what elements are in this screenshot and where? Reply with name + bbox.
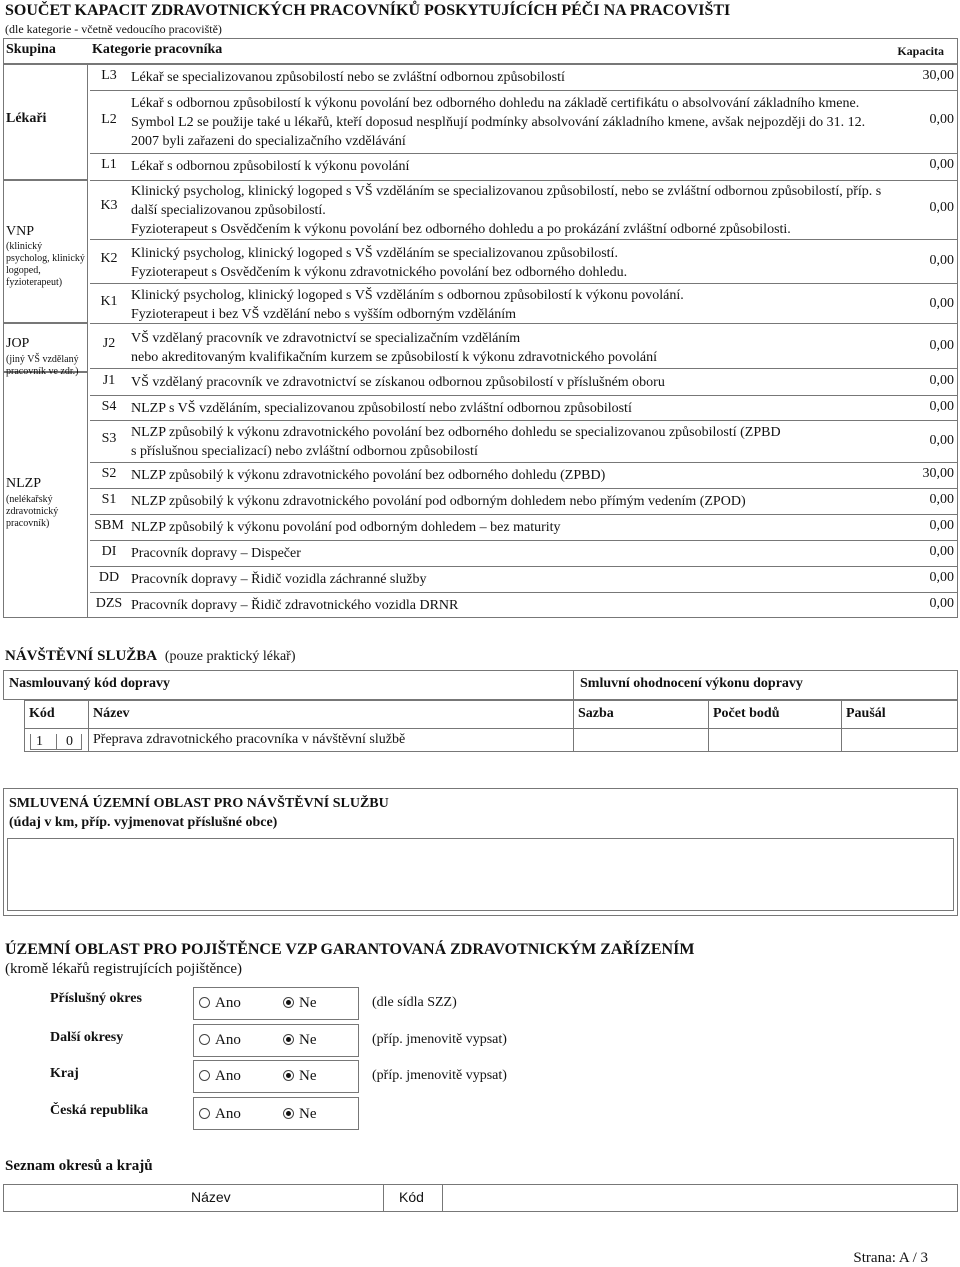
row-capacity: 0,00 <box>929 433 954 448</box>
page-title: SOUČET KAPACIT ZDRAVOTNICKÝCH PRACOVNÍKŮ POSKYTUJÍCÍCH PÉČI NA PRACOVIŠTI <box>5 2 731 19</box>
row-note: (dle sídla SZZ) <box>372 995 457 1010</box>
row-code: DD <box>98 570 120 585</box>
radio-ano[interactable]: Ano <box>199 1032 241 1049</box>
row-capacity: 0,00 <box>929 518 954 533</box>
row-desc: Pracovník dopravy – Řidič zdravotnického vozidla DRNR <box>131 598 459 613</box>
group-note-jop: (jiný VŠ vzdělaný pracovník ve zdr.) <box>6 354 79 377</box>
row-desc-2: Fyzioterapeut s Osvědčením k výkonu zdravotnického povolání bez odborného dohledu. <box>131 265 628 280</box>
row-desc-2: Fyzioterapeut s Osvědčením k výkonu povolání bez odborného dohledu a po prokázání zvláštní odborné způsobilosti. <box>131 222 791 237</box>
group-note-nlzp: (nelékařský zdravotnický pracovník) <box>6 494 59 529</box>
radio-selected-icon <box>283 1070 294 1081</box>
row-capacity: 0,00 <box>929 338 954 353</box>
visit-title: NÁVŠTĚVNÍ SLUŽBA <box>5 648 158 664</box>
list-col-name: Název <box>191 1189 231 1205</box>
area-title: SMLUVENÁ ÚZEMNÍ OBLAST PRO NÁVŠTĚVNÍ SLUŽBU <box>9 796 389 811</box>
row-label: Příslušný okres <box>50 991 142 1006</box>
group-label-lekari: Lékaři <box>6 111 47 126</box>
row-code: S4 <box>101 399 117 414</box>
radio-selected-icon <box>283 1108 294 1119</box>
row-desc: NLZP způsobilý k výkonu zdravotnického povolání pod odborným dohledem nebo přímým vedením (ZPOD) <box>131 494 746 509</box>
row-note: (příp. jmenovitě vypsat) <box>372 1068 507 1083</box>
row-code: DI <box>101 544 117 559</box>
radio-ne[interactable]: Ne <box>283 1106 317 1123</box>
col-kod: Kód <box>29 706 55 721</box>
row-desc: Klinický psycholog, klinický logoped s VŠ vzděláním se specializovanou způsobilostí. <box>131 246 618 261</box>
row-code: K3 <box>100 198 118 213</box>
row-capacity: 30,00 <box>922 466 954 481</box>
code-digit-2: 0 <box>66 734 73 749</box>
radio-ano[interactable]: Ano <box>199 1068 241 1085</box>
col-pausal: Paušál <box>846 706 886 721</box>
page-subtitle: (dle kategorie - včetně vedoucího pracoviště) <box>5 22 222 36</box>
group-label-nlzp: NLZP <box>6 476 41 491</box>
row-desc: NLZP způsobilý k výkonu zdravotnického povolání bez odborného dohledu (ZPBD) <box>131 468 606 483</box>
row-capacity: 0,00 <box>929 112 954 127</box>
row-code: L3 <box>101 68 117 83</box>
row-code: S2 <box>101 466 117 481</box>
row-desc-2: nebo akreditovaným kvalifikačním kurzem se způsobilostí k výkonu zdravotnického povolání <box>131 350 658 365</box>
row-desc: Pracovník dopravy – Dispečer <box>131 546 301 561</box>
row-desc: Lékař s odbornou způsobilostí k výkonu povolání <box>131 159 410 174</box>
row-desc: NLZP s VŠ vzděláním, specializovanou způsobilostí nebo zvláštní odbornou způsobilostí <box>131 401 632 416</box>
row-desc: Klinický psycholog, klinický logoped s VŠ vzděláním se specializovanou způsobilostí, nebo se zvláštní odbornou způsobilostí, příp. s další specializovanou způsobilostí. <box>131 184 882 218</box>
radio-selected-icon <box>283 1034 294 1045</box>
list-col-code: Kód <box>399 1189 424 1205</box>
row-capacity: 0,00 <box>929 253 954 268</box>
row-code: L2 <box>101 112 117 127</box>
contract-code-label: Nasmlouvaný kód dopravy <box>9 676 171 691</box>
row-desc: VŠ vzdělaný pracovník ve zdravotnictví se získanou odbornou způsobilostí v příslušném oboru <box>131 375 665 390</box>
row-desc: Lékař se specializovanou způsobilostí nebo se zvláštní odbornou způsobilostí <box>131 70 565 85</box>
row-capacity: 0,00 <box>929 373 954 388</box>
row-note: (příp. jmenovitě vypsat) <box>372 1032 507 1047</box>
radio-ne[interactable]: Ne <box>283 1032 317 1049</box>
row-code: DZS <box>95 596 123 611</box>
group-label-vnp: VNP <box>6 224 35 239</box>
row-desc: Lékař s odbornou způsobilostí k výkonu povolání bez odborného dohledu na základě certifikátu o absolvování základního kmene. Symbol L2 se použije také u lékařů, kteří doposud nesplňují podmínky absolvování základního kmene, avšak nejpozději do 31. 12. 2007 byli zařazeni do specializačního vzdělávání <box>131 96 866 149</box>
row-capacity: 0,00 <box>929 570 954 585</box>
col-sazba: Sazba <box>578 706 614 721</box>
col-header-group: Skupina <box>6 42 56 57</box>
row-desc: VŠ vzdělaný pracovník ve zdravotnictví se specializačním vzděláním <box>131 331 521 346</box>
row-code: S3 <box>101 431 117 446</box>
col-body: Počet bodů <box>713 706 780 721</box>
page-number: Strana: A / 3 <box>853 1250 928 1266</box>
row-label: Další okresy <box>50 1030 124 1045</box>
row-code: S1 <box>101 492 117 507</box>
row-desc: NLZP způsobilý k výkonu povolání pod odborným dohledem – bez maturity <box>131 520 561 535</box>
row-desc: NLZP způsobilý k výkonu zdravotnického povolání bez odborného dohledu se specializovanou způsobilostí (ZPBD <box>131 425 781 440</box>
row-label: Česká republika <box>50 1103 149 1118</box>
row-code: J1 <box>102 373 116 388</box>
row-capacity: 0,00 <box>929 200 954 215</box>
contract-eval-label: Smluvní ohodnocení výkonu dopravy <box>580 676 803 691</box>
radio-circle-icon <box>199 1070 210 1081</box>
col-header-category: Kategorie pracovníka <box>92 42 223 57</box>
area-input[interactable] <box>7 838 954 911</box>
radio-ne[interactable]: Ne <box>283 995 317 1012</box>
visit-note: (pouze praktický lékař) <box>164 649 296 664</box>
row-desc-2: Fyzioterapeut i bez VŠ vzdělání nebo s vyšším odborným vzděláním <box>131 307 517 322</box>
row-code: J2 <box>102 336 116 351</box>
row-code: SBM <box>94 518 124 533</box>
row-capacity: 0,00 <box>929 596 954 611</box>
list-title: Seznam okresů a krajů <box>5 1158 153 1174</box>
radio-circle-icon <box>199 1108 210 1119</box>
row-capacity: 0,00 <box>929 399 954 414</box>
row-code: L1 <box>101 157 117 172</box>
row-desc: Klinický psycholog, klinický logoped s VŠ vzděláním s odbornou způsobilostí k výkonu povolání. <box>131 288 684 303</box>
visit-section-heading <box>5 648 295 665</box>
row-capacity: 30,00 <box>922 68 954 83</box>
radio-circle-icon <box>199 997 210 1008</box>
row-code: K1 <box>100 294 118 309</box>
area-subtitle: (údaj v km, příp. vyjmenovat příslušné obce) <box>9 815 278 830</box>
row-label: Kraj <box>50 1066 79 1081</box>
insured-subtitle: (kromě lékařů registrujících pojištěnce) <box>5 961 242 977</box>
group-label-jop: JOP <box>6 336 30 351</box>
code-digit-1: 1 <box>36 734 43 749</box>
row-code: K2 <box>100 251 118 266</box>
list-table-header <box>3 1184 958 1212</box>
visit-row-name: Přeprava zdravotnického pracovníka v návštěvní službě <box>93 732 406 747</box>
row-desc: Pracovník dopravy – Řidič vozidla záchranné služby <box>131 572 427 587</box>
row-capacity: 0,00 <box>929 544 954 559</box>
radio-selected-icon <box>283 997 294 1008</box>
radio-ano[interactable]: Ano <box>199 1106 241 1123</box>
group-note-vnp: (klinický psycholog, klinický logoped, fyzioterapeut) <box>6 241 85 288</box>
radio-ne[interactable]: Ne <box>283 1068 317 1085</box>
col-header-capacity: Kapacita <box>897 44 944 58</box>
row-capacity: 0,00 <box>929 296 954 311</box>
radio-circle-icon <box>199 1034 210 1045</box>
col-nazev: Název <box>93 706 130 721</box>
row-capacity: 0,00 <box>929 492 954 507</box>
radio-ano[interactable]: Ano <box>199 995 241 1012</box>
row-capacity: 0,00 <box>929 157 954 172</box>
row-desc-2: s příslušnou specializací) nebo zvláštní odbornou způsobilostí <box>131 444 478 459</box>
insured-title: ÚZEMNÍ OBLAST PRO POJIŠTĚNCE VZP GARANTOVANÁ ZDRAVOTNICKÝM ZAŘÍZENÍM <box>5 941 695 958</box>
